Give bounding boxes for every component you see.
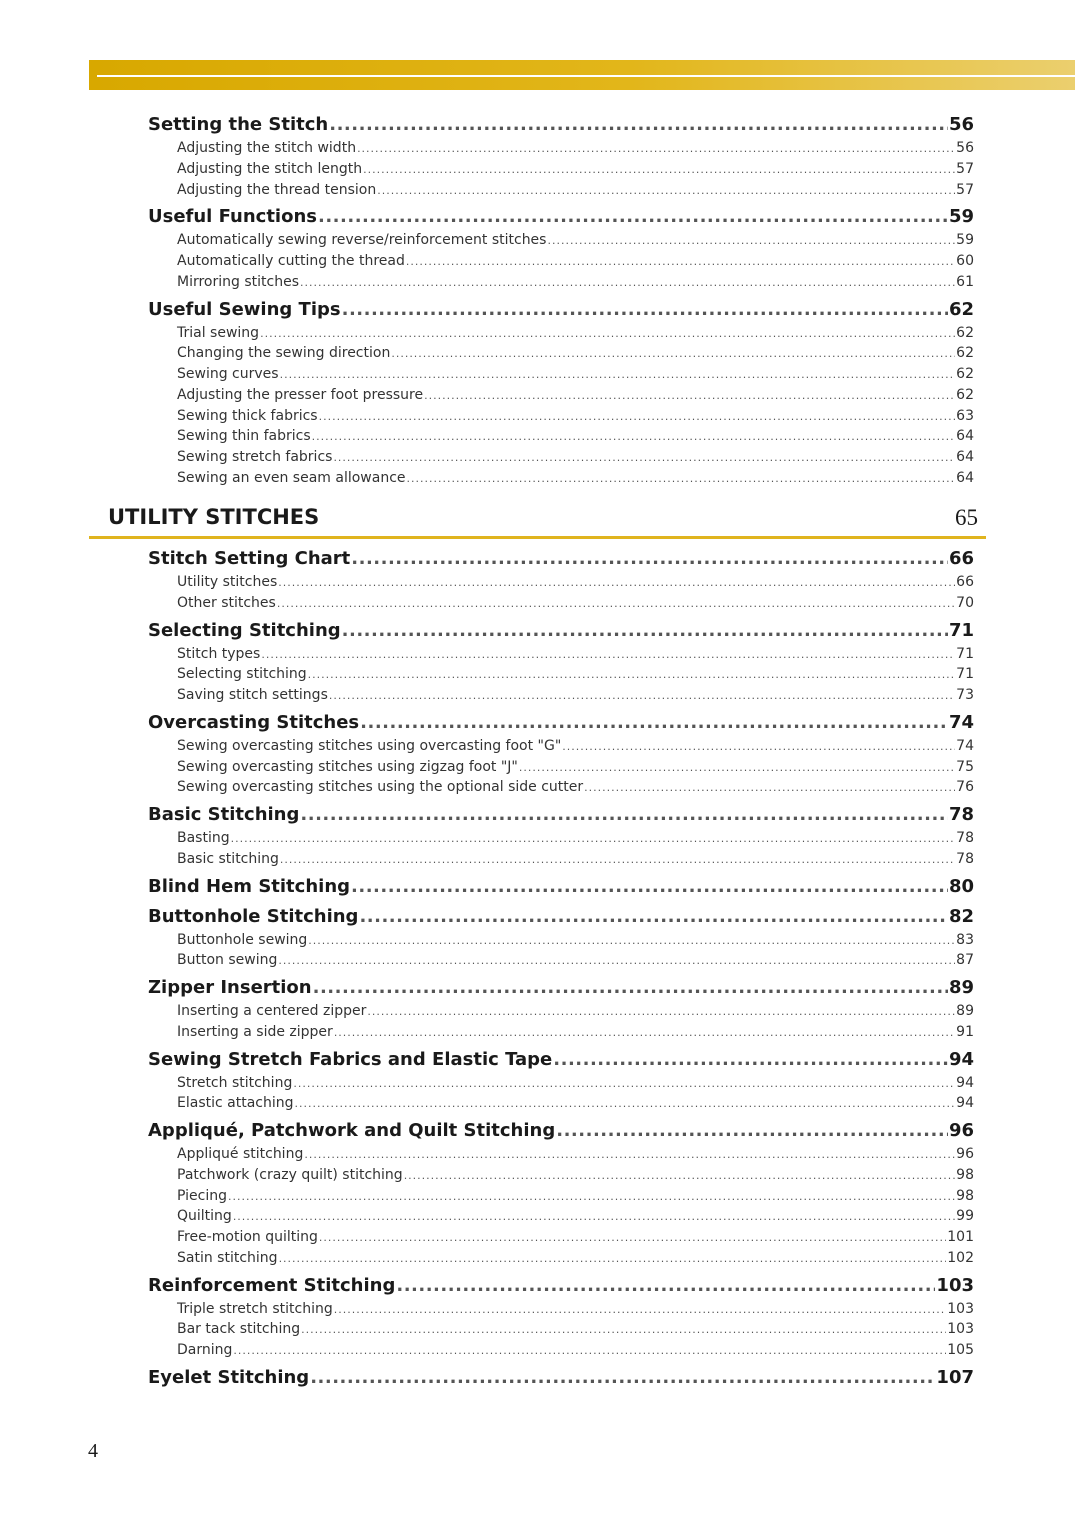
toc-entry-title: Sewing stretch fabrics: [177, 449, 333, 465]
chapter-underline: [89, 536, 986, 539]
toc-entry-title: Selecting stitching: [177, 666, 307, 683]
toc-entry-title: Sewing overcasting stitches using zigzag foot "J": [177, 758, 518, 775]
toc-entry[interactable]: [177, 161, 974, 177]
dot-leader: [359, 906, 947, 927]
toc-entry-page: 62: [956, 345, 974, 362]
toc-entry[interactable]: [177, 1188, 974, 1204]
toc-entry-page: 89: [956, 1003, 974, 1019]
toc-entry-title: Stretch stitching: [177, 1074, 293, 1091]
dot-leader: [562, 740, 955, 753]
toc-entry-page: 94: [956, 1095, 974, 1112]
toc-entry-title: Darning: [177, 1342, 233, 1358]
toc-entry[interactable]: [177, 428, 974, 444]
toc-section-title: Zipper Insertion: [148, 977, 312, 998]
toc-section-page: 56: [948, 114, 974, 135]
toc-entry-page: 94: [956, 1074, 974, 1091]
toc-entry[interactable]: [177, 366, 974, 382]
header-accent-rule: [97, 75, 1075, 77]
toc-entry-page: 102: [947, 1249, 974, 1266]
toc-section-heading[interactable]: [148, 1275, 974, 1296]
toc-entry-page: 62: [956, 324, 974, 341]
toc-section-page: 78: [948, 804, 974, 825]
dot-leader: [329, 114, 948, 135]
toc-section-page: 89: [948, 977, 974, 998]
toc-entry[interactable]: [177, 932, 974, 948]
toc-section-page: 94: [948, 1048, 974, 1070]
toc-section-page: 71: [948, 619, 974, 641]
toc-section-title: Setting the Stitch: [148, 114, 329, 135]
toc-section-page: 66: [948, 548, 974, 569]
dot-leader: [319, 1231, 946, 1244]
toc-section-title: Overcasting Stitches: [148, 711, 360, 733]
toc-entry[interactable]: [177, 1208, 974, 1224]
toc-entry-title: Sewing overcasting stitches using the optional side cutter: [177, 779, 584, 796]
toc-entry[interactable]: [177, 232, 974, 248]
dot-leader: [278, 954, 955, 967]
toc-section-heading[interactable]: [148, 1049, 974, 1070]
dot-leader: [351, 548, 948, 569]
toc-entry-title: Changing the sewing direction: [177, 345, 391, 362]
toc-entry[interactable]: [177, 408, 974, 424]
toc-entry[interactable]: [177, 646, 974, 662]
toc-entry-title: Free-motion quilting: [177, 1229, 318, 1245]
dot-leader: [233, 1210, 955, 1223]
toc-entry-page: 91: [956, 1023, 974, 1040]
dot-leader: [407, 472, 956, 485]
toc-entry[interactable]: [177, 1146, 974, 1162]
dot-leader: [293, 1077, 955, 1090]
toc-entry-page: 98: [956, 1187, 974, 1204]
toc-section-page: 103: [936, 1274, 974, 1296]
dot-leader: [310, 1367, 935, 1388]
dot-leader: [280, 368, 956, 381]
toc-section-page: 82: [948, 905, 974, 927]
toc-entry-page: 56: [956, 140, 974, 156]
toc-entry-title: Other stitches: [177, 594, 276, 611]
toc-entry-page: 64: [956, 469, 974, 486]
toc-entry[interactable]: [177, 140, 974, 156]
toc-entry-page: 71: [956, 666, 974, 683]
dot-leader: [260, 327, 955, 340]
toc-entry-page: 62: [956, 386, 974, 403]
toc-entry-title: Automatically cutting the thread: [177, 253, 405, 269]
dot-leader: [404, 1169, 955, 1182]
toc-entry-page: 66: [956, 574, 974, 590]
dot-leader: [377, 184, 955, 197]
toc-section-title: Useful Sewing Tips: [148, 298, 341, 320]
dot-leader: [360, 712, 948, 733]
dot-leader: [313, 977, 948, 998]
toc-entry[interactable]: [177, 1229, 974, 1245]
toc-section-heading[interactable]: [148, 1367, 974, 1388]
toc-entry-title: Piecing: [177, 1187, 227, 1204]
toc-entry-page: 63: [956, 407, 974, 424]
dot-leader: [333, 451, 955, 464]
toc-section-heading[interactable]: [148, 620, 974, 641]
toc-entry-title: Bar tack stitching: [177, 1321, 301, 1338]
dot-leader: [279, 1252, 947, 1265]
toc-entry[interactable]: [177, 759, 974, 775]
toc-entry-title: Sewing thin fabrics: [177, 428, 311, 445]
toc-entry[interactable]: [177, 851, 974, 867]
dot-leader: [280, 853, 955, 866]
toc-entry[interactable]: [177, 1075, 974, 1091]
chapter-page-number: 65: [955, 505, 978, 530]
toc-section-page: 62: [948, 298, 974, 320]
toc-entry-title: Button sewing: [177, 952, 278, 969]
toc-section-page: 96: [948, 1120, 974, 1141]
toc-section-title: Useful Functions: [148, 206, 317, 228]
toc-entry-page: 57: [956, 181, 974, 198]
dot-leader: [329, 689, 955, 702]
dot-leader: [312, 430, 956, 443]
toc-entry-page: 96: [956, 1146, 974, 1162]
toc-entry-page: 101: [947, 1229, 974, 1245]
toc-entry-page: 64: [956, 449, 974, 465]
toc-entry[interactable]: [177, 387, 974, 403]
toc-entry[interactable]: [177, 1095, 974, 1111]
dot-leader: [391, 347, 955, 360]
toc-entry-page: 74: [956, 737, 974, 754]
toc-entry[interactable]: [177, 182, 974, 198]
toc-entry[interactable]: [177, 666, 974, 682]
dot-leader: [295, 1097, 956, 1110]
dot-leader: [556, 1120, 948, 1141]
toc-entry[interactable]: [177, 1024, 974, 1040]
dot-leader: [300, 804, 948, 825]
toc-entry-page: 71: [956, 645, 974, 662]
toc-section-heading[interactable]: [148, 1120, 974, 1141]
toc-entry[interactable]: [177, 253, 974, 269]
dot-leader: [406, 255, 955, 268]
toc-entry[interactable]: [177, 1250, 974, 1266]
toc-entry-page: 73: [956, 687, 974, 703]
toc-section-heading[interactable]: [148, 712, 974, 733]
dot-leader: [300, 276, 955, 289]
dot-leader: [396, 1275, 935, 1296]
toc-entry-title: Stitch types: [177, 645, 261, 662]
dot-leader: [304, 1148, 955, 1161]
toc-entry[interactable]: [177, 345, 974, 361]
toc-entry-title: Mirroring stitches: [177, 273, 299, 290]
toc-entry-page: 105: [947, 1342, 974, 1358]
toc-section-title: Sewing Stretch Fabrics and Elastic Tape: [148, 1048, 553, 1070]
toc-entry-title: Trial sewing: [177, 324, 260, 341]
toc-section-heading[interactable]: [148, 804, 974, 825]
toc-entry-title: Elastic attaching: [177, 1095, 294, 1112]
dot-leader: [519, 761, 955, 774]
toc-entry-title: Utility stitches: [177, 574, 278, 590]
header-accent-bar: [89, 60, 1075, 90]
toc-entry[interactable]: [177, 470, 974, 486]
toc-entry-title: Buttonhole sewing: [177, 931, 308, 948]
dot-leader: [553, 1049, 948, 1070]
toc-entry-page: 70: [956, 594, 974, 611]
toc-entry[interactable]: [177, 1167, 974, 1183]
toc-entry-page: 75: [956, 758, 974, 775]
toc-entry[interactable]: [177, 738, 974, 754]
dot-leader: [261, 648, 955, 661]
toc-entry[interactable]: [177, 687, 974, 703]
toc-entry-page: 98: [956, 1166, 974, 1183]
toc-entry-page: 62: [956, 366, 974, 382]
toc-entry[interactable]: [177, 952, 974, 968]
dot-leader: [351, 876, 948, 897]
toc-entry-page: 59: [956, 232, 974, 249]
dot-leader: [363, 163, 955, 176]
toc-section-heading[interactable]: [148, 114, 974, 135]
toc-section-heading[interactable]: [148, 906, 974, 927]
dot-leader: [342, 299, 948, 320]
dot-leader: [357, 142, 955, 155]
dot-leader: [334, 1026, 955, 1039]
toc-entry-title: Adjusting the presser foot pressure: [177, 386, 424, 403]
dot-leader: [233, 1344, 946, 1357]
toc-entry[interactable]: [177, 449, 974, 465]
toc-entry-page: 61: [956, 273, 974, 290]
dot-leader: [277, 597, 955, 610]
toc-section-heading[interactable]: [148, 977, 974, 998]
toc-entry-title: Triple stretch stitching: [177, 1300, 333, 1317]
toc-entry-page: 103: [947, 1300, 974, 1317]
toc-entry-title: Adjusting the thread tension: [177, 181, 377, 198]
toc-entry-title: Basting: [177, 830, 230, 846]
dot-leader: [318, 206, 948, 227]
toc-entry-title: Inserting a side zipper: [177, 1023, 333, 1040]
toc-entry-page: 78: [956, 850, 974, 867]
dot-leader: [308, 934, 955, 947]
toc-entry[interactable]: [177, 595, 974, 611]
toc-entry-title: Sewing thick fabrics: [177, 407, 318, 424]
dot-leader: [424, 389, 955, 402]
toc-section-title: Reinforcement Stitching: [148, 1274, 396, 1296]
toc-entry[interactable]: [177, 1321, 974, 1337]
dot-leader: [308, 668, 956, 681]
toc-entry-title: Quilting: [177, 1208, 232, 1225]
dot-leader: [584, 781, 955, 794]
toc-section-page: 74: [948, 711, 974, 733]
toc-entry[interactable]: [177, 1301, 974, 1317]
dot-leader: [547, 234, 955, 247]
toc-section-title: Basic Stitching: [148, 804, 300, 825]
toc-entry-title: Adjusting the stitch width: [177, 140, 357, 156]
toc-section-title: Appliqué, Patchwork and Quilt Stitching: [148, 1120, 556, 1141]
dot-leader: [228, 1190, 955, 1203]
toc-entry-page: 57: [956, 160, 974, 177]
toc-entry-title: Adjusting the stitch length: [177, 160, 363, 177]
toc-entry-title: Sewing overcasting stitches using overcasting foot "G": [177, 737, 562, 754]
toc-section-heading[interactable]: [148, 548, 974, 569]
toc-entry[interactable]: [177, 779, 974, 795]
toc-entry-title: Sewing an even seam allowance: [177, 469, 406, 486]
toc-entry[interactable]: [177, 1003, 974, 1019]
page-number: 4: [88, 1440, 98, 1462]
toc-entry-page: 60: [956, 253, 974, 269]
dot-leader: [319, 410, 956, 423]
toc-section-page: 80: [948, 875, 974, 897]
toc-section-heading[interactable]: [148, 299, 974, 320]
toc-entry-title: Saving stitch settings: [177, 687, 328, 703]
toc-entry-title: Basic stitching: [177, 850, 279, 867]
toc-entry-title: Appliqué stitching: [177, 1146, 304, 1162]
toc-section-page: 107: [936, 1366, 974, 1388]
toc-entry-title: Inserting a centered zipper: [177, 1003, 367, 1019]
toc-section-title: Buttonhole Stitching: [148, 905, 359, 927]
toc-entry-title: Automatically sewing reverse/reinforcement stitches: [177, 232, 547, 249]
toc-entry-page: 64: [956, 428, 974, 445]
toc-entry-title: Satin stitching: [177, 1249, 278, 1266]
dot-leader: [367, 1005, 955, 1018]
toc-section-title: Blind Hem Stitching: [148, 875, 351, 897]
toc-section-title: Stitch Setting Chart: [148, 548, 351, 569]
dot-leader: [231, 832, 956, 845]
toc-entry-page: 87: [956, 952, 974, 969]
toc-section-page: 59: [948, 206, 974, 228]
toc-section-title: Eyelet Stitching: [148, 1366, 310, 1388]
toc-section-title: Selecting Stitching: [148, 619, 341, 641]
toc-entry-page: 76: [956, 779, 974, 796]
toc-entry-page: 103: [947, 1321, 974, 1338]
toc-entry[interactable]: [177, 574, 974, 590]
dot-leader: [334, 1303, 947, 1316]
toc-entry-title: Sewing curves: [177, 366, 279, 382]
toc-entry-title: Patchwork (crazy quilt) stitching: [177, 1166, 403, 1183]
dot-leader: [301, 1323, 946, 1336]
toc-entry[interactable]: [177, 325, 974, 341]
toc-section-heading[interactable]: [148, 206, 974, 227]
toc-entry[interactable]: [177, 274, 974, 290]
dot-leader: [278, 576, 955, 589]
toc-section-heading[interactable]: [148, 876, 974, 897]
chapter-title: UTILITY STITCHES: [108, 505, 320, 529]
toc-entry-page: 78: [956, 830, 974, 846]
toc-entry[interactable]: [177, 1342, 974, 1358]
dot-leader: [342, 620, 948, 641]
toc-entry[interactable]: [177, 830, 974, 846]
toc-entry-page: 83: [956, 931, 974, 948]
toc-entry-page: 99: [956, 1208, 974, 1225]
